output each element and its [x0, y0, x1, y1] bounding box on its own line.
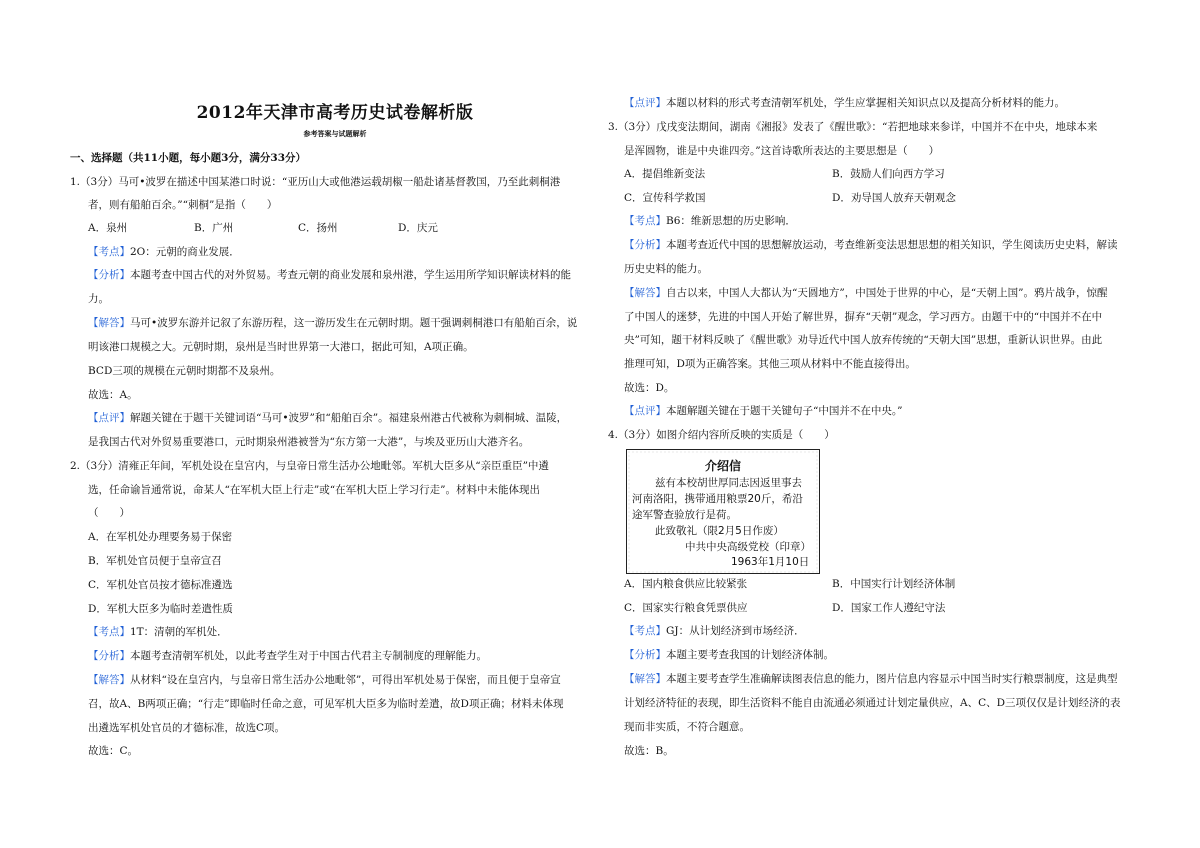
q2-option-a: A．在军机处办理要务易于保密 [88, 531, 233, 543]
fenxi-text: 本题考查中国古代的对外贸易。考查元朝的商业发展和泉州港，学生运用所学知识解读材料的能 [130, 269, 571, 281]
kaodian-tag: 【考点】 [624, 215, 666, 227]
q3-jieda-line4: 推理可知，D项为正确答案。其他三项从材料中不能直接得出。 [624, 358, 916, 370]
dianping-tag: 【点评】 [624, 97, 666, 109]
q2-stem-line3: （ ） [88, 507, 130, 519]
q2-answer: 故选：C。 [88, 745, 139, 757]
q1-jieda [88, 316, 577, 330]
section-heading: 一、选择题（共11小题，每小题3分，满分33分） [70, 152, 307, 164]
letter-title: 介绍信 [704, 459, 741, 473]
q3-option-a: A．提倡维新变法 [624, 168, 706, 180]
jieda-tag: 【解答】 [624, 287, 666, 299]
fenxi-tag: 【分析】 [88, 650, 130, 662]
q1-option-c: C．扬州 [298, 222, 338, 234]
q2-jieda [88, 673, 561, 687]
letter-line1: 兹有本校胡世厚同志因返里事去 [655, 477, 802, 489]
q3-jieda [624, 286, 1107, 300]
q4-answer: 故选：B。 [624, 745, 674, 757]
dianping-text: 解题关键在于题干关键词语“马可•波罗”和“船舶百余”。福建泉州港古代被称为刺桐城、温陵， [130, 412, 568, 424]
jieda-text: 本题主要考查学生准确解读图表信息的能力，图片信息内容显示中国当时实行粮票制度，这是典型 [666, 673, 1118, 685]
jieda-tag: 【解答】 [624, 673, 666, 685]
q3-jieda-line2: 了中国人的迷梦，先进的中国人开始了解世界，摒弃“天朝”观念，学习西方。由题干中的“中国并不在中 [624, 311, 1103, 323]
q2-fenxi [88, 649, 487, 663]
fenxi-text: 本题考查近代中国的思想解放运动，考查维新变法思想思想的相关知识，学生阅读历史史料，解读 [666, 239, 1118, 251]
q3-answer: 故选：D。 [624, 382, 675, 394]
dianping-text: 本题解题关键在于题干关键句子“中国并不在中央。” [666, 405, 903, 417]
fenxi-tag: 【分析】 [88, 269, 130, 281]
q3-stem-line2: 是浑圆物，谁是中央谁四旁。”这首诗歌所表达的主要思想是（ ） [624, 145, 940, 157]
q3-fenxi [624, 238, 1118, 252]
kaodian-tag: 【考点】 [88, 626, 130, 638]
q3-fenxi-line2: 历史史料的能力。 [624, 263, 708, 275]
dianping-tag: 【点评】 [624, 405, 666, 417]
kaodian-tag: 【考点】 [624, 625, 666, 637]
q4-fenxi [624, 648, 834, 662]
q2-stem-line1: 2.（3分）清雍正年间，军机处设在皇宫内，与皇帝日常生活办公地毗邻。军机大臣多从“亲臣重臣”中遴 [70, 460, 549, 472]
q2-kaodian [88, 625, 228, 639]
q1-dianping-line2: 是我国古代对外贸易重要港口，元时期泉州港被誉为“东方第一大港”，与埃及亚历山大港齐名。 [88, 436, 530, 448]
q2-option-c: C．军机处官员按才德标准遴选 [88, 579, 233, 591]
q4-jieda [624, 672, 1118, 686]
q4-jieda-line2: 计划经济特征的表现，即生活资料不能自由流通必须通过计划定量供应，A、C、D三项仅仅是计划经济的表 [624, 697, 1121, 709]
jieda-text: 马可•波罗东游并记叙了东游历程，这一游历发生在元朝时期。题干强调刺桐港口有船舶百余，说 [130, 317, 578, 329]
q3-option-d: D．劝导国人放弃天朝观念 [832, 192, 956, 204]
q4-option-c: C．国家实行粮食凭票供应 [624, 602, 748, 614]
q1-option-d: D．庆元 [398, 222, 438, 234]
page-subtitle: 参考答案与试题解析 [303, 129, 367, 138]
q3-stem-line1: 3.（3分）戊戌变法期间，湖南《湘报》发表了《醒世歌》：“若把地球来参详，中国并不在中央，地球本来 [608, 121, 1098, 133]
q1-stem-line2: 者，则有船舶百余。”“刺桐”是指（ ） [88, 199, 278, 211]
q1-dianping [88, 411, 567, 425]
q4-stem: 4.（3分）如图介绍内容所反映的实质是（ ） [608, 429, 835, 441]
q2-option-b: B．军机处官员便于皇帝宣召 [88, 555, 222, 567]
q1-fenxi [88, 268, 571, 282]
q1-option-b: B．广州 [194, 222, 234, 234]
dianping-tag: 【点评】 [88, 412, 130, 424]
letter-line3: 途军警查验放行是荷。 [632, 509, 737, 521]
letter-line4: 此致敬礼（限2月5日作废） [655, 525, 784, 537]
q2-dianping [624, 96, 1065, 110]
fenxi-text: 本题考查清朝军机处，以此考查学生对于中国古代君主专制制度的理解能力。 [130, 650, 487, 662]
q1-jieda-line2: 明该港口规模之大。元朝时期，泉州是当时世界第一大港口，据此可知，A项正确。 [88, 341, 474, 353]
fenxi-text: 本题主要考查我国的计划经济体制。 [666, 649, 834, 661]
q4-jieda-line3: 现而非实质，不符合题意。 [624, 721, 750, 733]
q2-option-d: D．军机大臣多为临时差遣性质 [88, 603, 233, 615]
letter-paper [631, 454, 815, 569]
q2-jieda-line3: 出遴选军机处官员的才德标准，故选C项。 [88, 722, 286, 734]
q1-kaodian [88, 245, 240, 259]
q2-stem-line2: 选，任命谕旨通常说，命某人“在军机大臣上行走”或“在军机大臣上学习行走”。材料中未能体现出 [88, 484, 540, 496]
introduction-letter-image [626, 449, 820, 574]
jieda-tag: 【解答】 [88, 317, 130, 329]
q3-jieda-line3: 央”可知，题干材料反映了《醒世歌》劝导近代中国人放弃传统的“天朝大国”思想，重新认识世界。由此 [624, 334, 1103, 346]
page-title: 2012年天津市高考历史试卷解析版 [196, 103, 474, 123]
dianping-text: 本题以材料的形式考查清朝军机处，学生应掌握相关知识点以及提高分析材料的能力。 [666, 97, 1065, 109]
kaodian-text: 2O：元朝的商业发展． [130, 246, 240, 258]
q3-option-c: C．宣传科学救国 [624, 192, 706, 204]
fenxi-tag: 【分析】 [624, 649, 666, 661]
q4-option-a: A．国内粮食供应比较紧张 [624, 578, 748, 590]
letter-date: 1963年1月10日 [731, 556, 810, 568]
jieda-tag: 【解答】 [88, 674, 130, 686]
q1-fenxi-line2: 力。 [88, 293, 109, 305]
q4-option-d: D．国家工作人遵纪守法 [832, 602, 946, 614]
kaodian-text: GJ：从计划经济到市场经济． [666, 625, 805, 637]
q2-jieda-line2: 召，故A、B两项正确；“行走”即临时任命之意，可见军机大臣多为临时差遣，故D项正确；材料未体现 [88, 698, 564, 710]
q4-option-b: B．中国实行计划经济体制 [832, 578, 956, 590]
kaodian-text: 1T：清朝的军机处． [130, 626, 228, 638]
letter-signature: 中共中央高级党校（印章） [685, 541, 811, 553]
jieda-text: 从材料“设在皇宫内，与皇帝日常生活办公地毗邻”，可得出军机处易于保密，而且便于皇帝宣 [130, 674, 561, 686]
q3-dianping [624, 404, 903, 418]
jieda-text: 自古以来，中国人大都认为“天圆地方”，中国处于世界的中心，是“天朝上国”。鸦片战争，惊醒 [666, 287, 1108, 299]
letter-line2: 河南洛阳，携带通用粮票20斤，希沿 [632, 493, 803, 505]
q1-option-a: A．泉州 [88, 222, 128, 234]
kaodian-text: B6：维新思想的历史影响． [666, 215, 796, 227]
q3-kaodian [624, 214, 796, 228]
q3-option-b: B．鼓励人们向西方学习 [832, 168, 945, 180]
fenxi-tag: 【分析】 [624, 239, 666, 251]
kaodian-tag: 【考点】 [88, 246, 130, 258]
q1-jieda-line3: BCD三项的规模在元朝时期都不及泉州。 [88, 365, 281, 377]
q1-stem-line1: 1.（3分）马可•波罗在描述中国某港口时说：“亚历山大或他港运载胡椒一船赴诸基督教国，乃至此刺桐港 [70, 176, 561, 188]
q4-kaodian [624, 624, 805, 638]
q1-answer: 故选：A。 [88, 389, 138, 401]
